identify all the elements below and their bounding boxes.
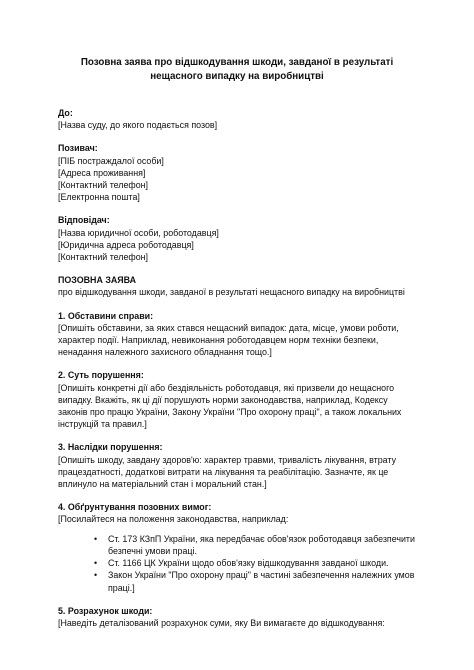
claim-title: ПОЗОВНА ЗАЯВА [58, 275, 137, 286]
section-justification [58, 501, 416, 593]
section-consequences [58, 441, 416, 490]
defendant-phone-placeholder: [Контактний телефон] [58, 252, 149, 263]
claim-heading-block [58, 274, 416, 298]
section-heading: 1. Обставини справи: [58, 310, 154, 321]
addressee-block [58, 107, 416, 131]
section-text: [Опишіть обставини, за яких стався нещасний випадок: дата, місце, умови роботи, характер події. Наприклад, невиконання роботодавцем норм техніки безпеки, ненадання належного захисного обладнання тощо.] [58, 322, 399, 358]
bullet-icon: • [94, 570, 98, 581]
plaintiff-email-placeholder: [Електронна пошта] [58, 192, 140, 203]
plaintiff-phone-placeholder: [Контактний телефон] [58, 180, 149, 191]
list-item-text: Закон України "Про охорону праці" в частині забезпечення належних умов праці.] [108, 570, 415, 593]
list-item-text: Ст. 1166 ЦК України щодо обов'язку відшкодування завданої шкоди. [108, 558, 389, 569]
plaintiff-name-placeholder: [ПІБ постраждалої особи] [58, 155, 164, 166]
document-title: Позовна заява про відшкодування шкоди, завданої в результаті нещасного випадку на виробництві [80, 57, 394, 82]
defendant-label: Відповідач: [58, 215, 110, 226]
section-heading: 3. Наслідки порушення: [58, 442, 163, 453]
list-item [94, 557, 416, 569]
section-heading: 2. Суть порушення: [58, 370, 144, 381]
bullet-icon: • [94, 533, 98, 544]
bullet-icon: • [94, 558, 98, 569]
list-item [94, 533, 416, 557]
section-text: [Наведіть деталізований розрахунок суми, яку Ви вимагаєте до відшкодування: [58, 617, 385, 628]
plaintiff-block [58, 142, 416, 203]
section-text: [Посилайтеся на положення законодавства, наприклад: [58, 514, 289, 525]
legal-basis-list [58, 533, 416, 594]
addressee-label: До: [58, 108, 73, 118]
plaintiff-address-placeholder: [Адреса проживання] [58, 167, 146, 178]
claim-subtitle: про відшкодування шкоди, завданої в результаті нещасного випадку на виробництві [58, 287, 405, 298]
section-text: [Опишіть конкретні дії або бездіяльність роботодавця, які призвели до нещасного випадку. Вкажіть, як ці дії порушують норми законодавства, наприклад, Кодексу законів про працю України, Закону України "Про охорону праці", а також локальних інструкцій та правил.] [58, 382, 402, 430]
defendant-block [58, 214, 416, 263]
plaintiff-label: Позивач: [58, 143, 98, 154]
section-heading: 4. Обґрунтування позовних вимог: [58, 502, 212, 513]
list-item-text: Ст. 173 КЗпП України, яка передбачає обов'язок роботодавця забезпечити безпечні умови праці. [108, 533, 415, 556]
defendant-address-placeholder: [Юридична адреса роботодавця] [58, 239, 194, 250]
list-item [94, 569, 416, 593]
section-heading: 5. Розрахунок шкоди: [58, 605, 153, 616]
section-damage-calculation [58, 605, 416, 629]
section-violation [58, 369, 416, 430]
court-name-placeholder: [Назва суду, до якого подається позов] [58, 120, 218, 131]
section-circumstances [58, 310, 416, 359]
defendant-name-placeholder: [Назва юридичної особи, роботодавця] [58, 227, 219, 238]
section-text: [Опишіть шкоду, завдану здоров'ю: характер травми, тривалість лікування, втрату працездатності, додаткові витрати на лікування та реабілітацію. Зазначте, як це вплинуло на матеріальний стан і моральний стан.] [58, 454, 397, 490]
